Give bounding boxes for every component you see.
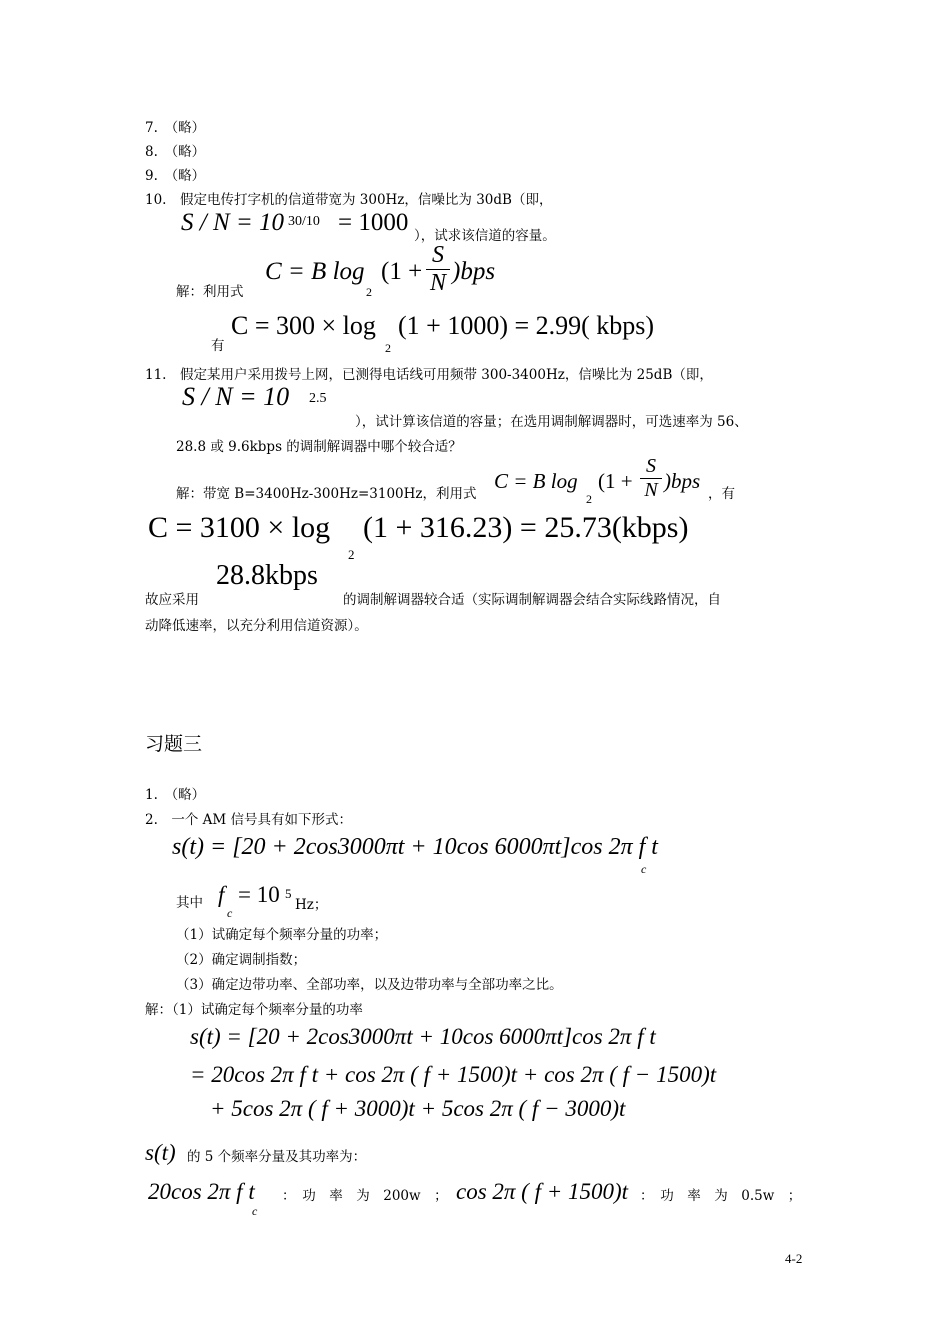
p10-result-rhs: (1 + 1000) = 2.99( kbps)	[398, 311, 655, 340]
fc-value: = 10	[238, 882, 280, 907]
problem-11-text: 11. 假定某用户采用拨号上网，已测得电话线可用频带 300-3400Hz，信噪比为 25dB（即，	[145, 367, 713, 383]
p11-formula-lhs: C = B log	[494, 469, 578, 493]
question-3: （3）确定边带功率、全部功率，以及边带功率与全部功率之比。	[176, 977, 563, 993]
p11-result-subscript: 2	[348, 547, 355, 562]
p11-fraction-numerator: S	[646, 455, 656, 477]
expansion-line-3: + 5cos 2π ( f + 3000)t + 5cos 2π ( f − 3000)t	[210, 1096, 626, 1121]
p10-sn-rhs: = 1000	[338, 209, 409, 236]
p11-result-rhs: (1 + 316.23) = 25.73(kbps)	[363, 511, 689, 544]
components-text: 的 5 个频率分量及其功率为：	[187, 1149, 367, 1165]
fc-symbol: f	[218, 882, 225, 907]
p10-formula-subscript: 2	[366, 285, 372, 299]
p10-have-label: 有	[211, 338, 225, 354]
p10-result-subscript: 2	[385, 341, 391, 355]
p11-rate: 28.8kbps	[216, 560, 318, 591]
p11-formula-close: )bps	[664, 469, 701, 493]
signal-equation-subscript: c	[641, 862, 647, 876]
question-1: （1）试确定每个频率分量的功率；	[176, 927, 388, 943]
components-symbol: s(t)	[145, 1140, 176, 1165]
p11-question-line3: 28.8 或 9.6kbps 的调制解调器中哪个较合适？	[176, 439, 462, 455]
ch3-item-2: 2. 一个 AM 信号具有如下形式：	[145, 812, 353, 828]
p10-formula-lhs: C = B log	[265, 258, 365, 285]
p11-sn-exponent: 2.5	[309, 391, 327, 406]
item-7: 7. （略）	[145, 120, 206, 136]
p11-sn-lhs: S / N = 10	[182, 382, 290, 411]
p10-solution-label: 解：利用式	[176, 284, 244, 300]
page-number: 4-2	[785, 1251, 803, 1266]
p10-question-tail: ），试求该信道的容量。	[414, 228, 556, 244]
p10-formula-fraction	[426, 242, 450, 297]
p11-conclusion-tail: 的调制解调器较合适（实际调制解调器会结合实际线路情况，自	[343, 592, 721, 608]
p11-formula-fraction	[640, 455, 662, 502]
p11-formula-subscript: 2	[586, 492, 592, 506]
component-1-subscript: c	[252, 1204, 258, 1218]
fc-subscript: c	[227, 906, 233, 920]
fc-unit: Hz；	[295, 897, 328, 913]
expansion-line-2: = 20cos 2π f t + cos 2π ( f + 1500)t + cos 2π ( f − 1500)t	[190, 1062, 717, 1087]
question-2: （2）确定调制指数；	[176, 952, 307, 968]
problem-10-text: 10. 假定电传打字机的信道带宽为 300Hz，信噪比为 30dB（即，	[145, 192, 553, 208]
fc-exponent: 5	[285, 886, 292, 901]
ch3-item-1: 1. （略）	[145, 787, 206, 803]
p10-fraction-denominator: N	[429, 270, 446, 296]
p11-solution-text: 解：带宽 B=3400Hz-300Hz=3100Hz，利用式	[176, 486, 477, 502]
signal-equation: s(t) = [20 + 2cos3000πt + 10cos 6000πt]cos 2π f t	[172, 834, 658, 860]
expansion-line-1: s(t) = [20 + 2cos3000πt + 10cos 6000πt]cos 2π f t	[190, 1024, 656, 1049]
p11-question-tail: ），试计算该信道的容量；在选用调制解调器时，可选速率为 56、	[355, 414, 748, 430]
p11-fraction-denominator: N	[644, 479, 658, 501]
p10-formula-close: )bps	[452, 258, 496, 285]
item-8: 8. （略）	[145, 144, 206, 160]
component-1: 20cos 2π f t	[148, 1179, 255, 1204]
component-2-power: ： 功 率 为 0.5w ；	[640, 1188, 802, 1204]
component-1-power: ： 功 率 为 200w ；	[282, 1188, 448, 1204]
section-heading: 习题三	[145, 733, 203, 755]
p10-fraction-numerator: S	[432, 242, 444, 268]
p11-formula-open: (1 +	[598, 469, 633, 493]
p11-solution-tail: ，有	[708, 486, 735, 502]
component-2: cos 2π ( f + 1500)t	[456, 1179, 629, 1204]
p11-conclusion-prefix: 故应采用	[145, 592, 199, 608]
p10-sn-lhs: S / N = 10	[181, 209, 284, 236]
p11-conclusion-line2: 动降低速率，以充分利用信道资源）。	[145, 618, 368, 634]
where-label: 其中	[176, 895, 203, 911]
p11-result-lhs: C = 3100 × log	[148, 511, 331, 544]
item-9: 9. （略）	[145, 168, 206, 184]
p10-sn-exponent: 30/10	[288, 214, 320, 229]
solution-line: 解：（1）试确定每个频率分量的功率	[145, 1002, 363, 1018]
p10-result-lhs: C = 300 × log	[231, 311, 376, 340]
p10-formula-open: (1 +	[381, 258, 423, 285]
